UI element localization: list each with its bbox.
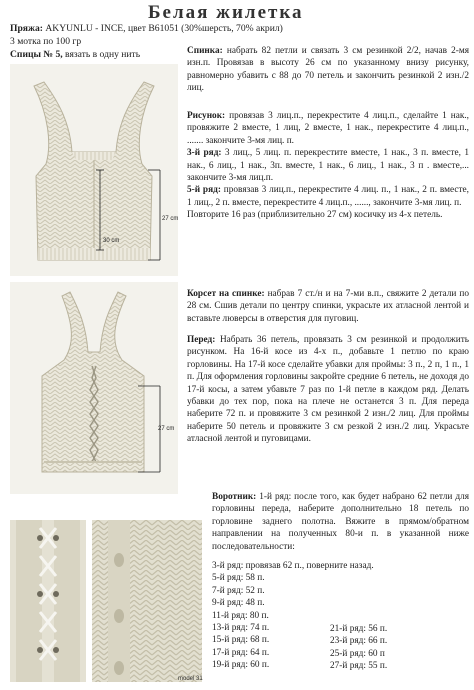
collar-row: 13-й ряд: 74 п. — [212, 623, 270, 634]
buttons-detail-photo — [92, 520, 202, 682]
pattern-text: провязав 3 лиц.п., перекрестите 4 лиц.п., сделайте 1 нак., провяжите 2 вместе, 1 лиц, 2 вместе, 1 нак., перекрестите 4 лиц.п., ....... закончите 3-мя лиц. п. — [187, 111, 470, 146]
needles-line — [10, 49, 140, 61]
yarn-amount: 3 мотка по 100 гр — [10, 36, 82, 47]
collar-row: 11-й ряд: 80 п. — [212, 610, 269, 621]
yarn-line — [10, 23, 283, 35]
back-section — [187, 45, 469, 95]
corset-text: набрав 7 ст./н и на 7-ми в.п., свяжите 2 детали по 28 см. Сшив детали по центру спинки, украсьте их атласной лентой и вставьте люверсы в отверстия для пуговиц. — [187, 289, 469, 324]
collar-rows-right — [330, 623, 387, 673]
yarn-value: AKYUNLU - INCE, цвет B61051 (30%шерсть, 70% акрил) — [45, 23, 283, 34]
collar-row: 9-й ряд: 48 п. — [212, 598, 265, 609]
vest-back-illustration — [10, 64, 178, 276]
collar-row: 3-й ряд: провязав 62 п., поверните назад. — [212, 561, 374, 571]
row3-label: 3-й ряд: — [187, 148, 222, 159]
collar-label: Воротник: — [212, 492, 257, 502]
collar-row: 23-й ряд: 66 п. — [330, 636, 388, 647]
collar-row: 15-й ряд: 68 п. — [212, 635, 270, 646]
collar-row: 19-й ряд: 60 п. — [212, 660, 270, 671]
collar-row: 21-й ряд: 56 п. — [330, 624, 388, 634]
front-label: Перед: — [187, 335, 216, 345]
buttons-detail-illustration — [92, 520, 202, 682]
vest-front-illustration — [10, 282, 178, 494]
row5-text: провязав 3 лиц.п., перекрестите 4 лиц. п., 1 нак., 2 п. вместе, 1 лиц., 2 п. вместе, перекрестите 4 лиц.п., ......, закончите 3-мя лиц. п. — [187, 185, 470, 208]
back-height-label: 30 cm — [103, 238, 120, 244]
back-label: Спинка: — [187, 46, 223, 56]
needles-label: Спицы № 5, — [10, 49, 63, 60]
needles-value: вязать в одну нить — [65, 49, 141, 60]
yarn-label: Пряжа: — [10, 23, 43, 34]
back-total-label: 27 cm — [162, 216, 179, 222]
collar-row: 17-й ряд: 64 п. — [212, 647, 270, 658]
front-total-label: 27 cm — [158, 426, 175, 432]
front-text: Набрать 36 петель, провязать 3 см резинкой и продолжить рисунком. На 16-й косе из 4-х п., добавьте 1 петлю по краю горловины. На 17-й косе сделайте убавки для проймы: 3 п., 2 п, 1 п., 1 п. Для оформления горловины закройте средние 6 петель, не доходя до 17-й косы, а затем убавьте 7 раз по 1-й петле в каждом ряд. Делать убавки до тех пор, пока на плече не останется 3 п. Для переда наберите 72 п. и провяжите 3 см резинкой 2 изн./2 лиц. Для проймы наберите 50 петель и провяжите 3 см резкой 2 изн./2 лиц. Украсьте атласной лентой и пуговицами. — [187, 335, 470, 445]
collar-row: 25-й ряд: 60 п — [330, 648, 385, 659]
collar-row: 7-й ряд: 52 п. — [212, 585, 265, 596]
collar-text: 1-й ряд: после того, как будет набрано 62 петли для горловины переда, наберите дополнительно 18 петель по горловине заднего полотна. Вяжите в прямом/обратном направлении на полученных 80-и п. в указанной ниже последовательности: — [212, 492, 469, 552]
corset-label: Корсет на спинке: — [187, 289, 265, 299]
lacing-detail-illustration — [10, 520, 86, 682]
collar-section — [212, 491, 469, 553]
pattern-label: Рисунок: — [187, 111, 226, 121]
page-title: Белая жилетка — [148, 2, 304, 23]
collar-row: 27-й ряд: 55 п. — [330, 661, 388, 672]
row5-label: 5-й ряд: — [187, 185, 221, 196]
pattern-section — [187, 110, 469, 222]
row3-text: 3 лиц., 5 лиц. п. перекрестите вместе, 1 нак., 3 п. вместе, 1 нак., 6 лиц., 1 нак., 3п. вместе, 1 нак., 6 лиц., 1 нак., 3 п . вместе,... закончите 3-мя лиц.п. — [187, 148, 469, 184]
front-section — [187, 334, 469, 446]
collar-row: 5-й ряд: 58 п. — [212, 573, 265, 584]
back-text: набрать 82 петли и связать 3 см резинкой 2/2, начав 2-мя изн.п. Провязав в высоту 26 см по указанному внизу рисунку, равномерно убавить с 88 до 70 петель и закончить резинкой 2 изн./2 лиц. — [187, 46, 469, 94]
vest-front-photo — [10, 282, 178, 494]
repeat-text: Повторите 16 раз (приблизительно 27 см) косичку из 4-х петель. — [187, 210, 443, 221]
vest-back-photo — [10, 64, 178, 276]
lacing-detail-photo — [10, 520, 86, 682]
model-caption: model 31 — [178, 676, 203, 682]
corset-section — [187, 288, 469, 325]
